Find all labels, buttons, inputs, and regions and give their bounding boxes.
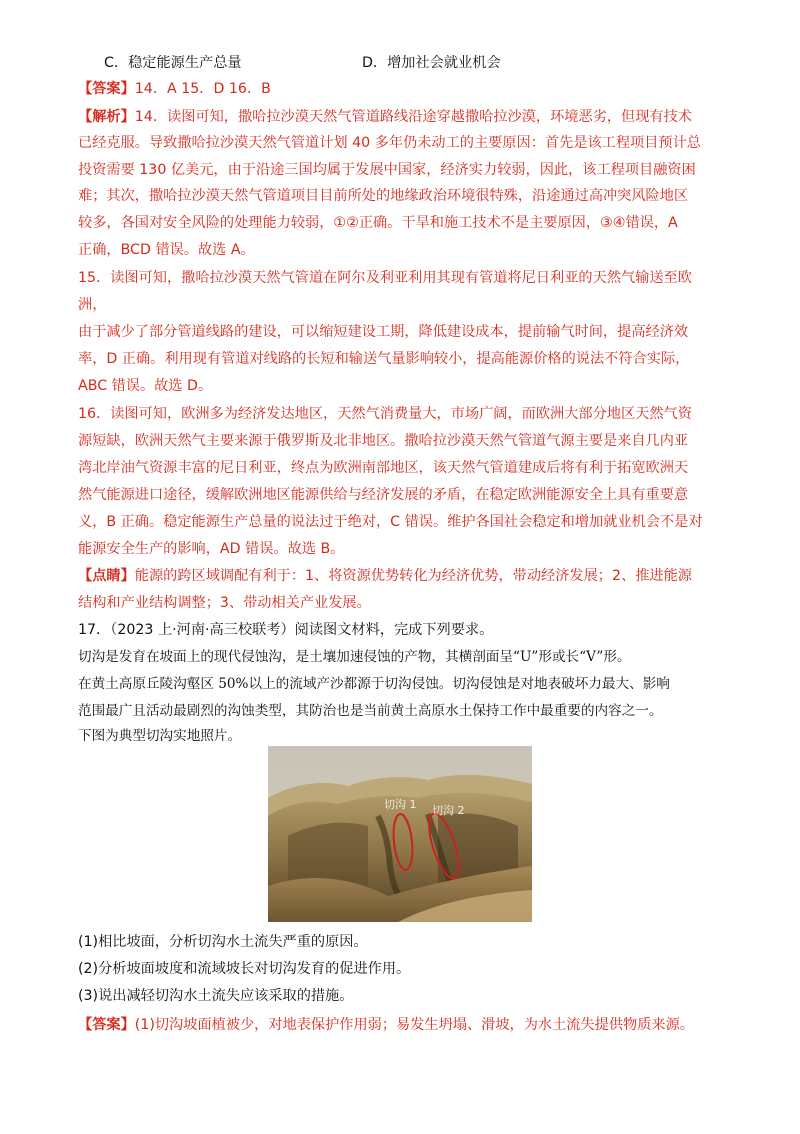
- gully-label-2: 切沟 2: [432, 804, 465, 817]
- analysis-q14-line-0: 14．读图可知，撒哈拉沙漠天然气管道路线沿途穿越撒哈拉沙漠，环境恶劣，但现有技术: [134, 109, 692, 125]
- analysis-q14-line-1: 已经克服。导致撒哈拉沙漠天然气管道计划 40 多年仍未动工的主要原因：首先是该工程项目预计总: [78, 135, 701, 151]
- option-d: D．增加社会就业机会: [362, 55, 501, 71]
- analysis-q16-line-4: 义，B 正确。稳定能源生产总量的说法过于绝对，C 错误。维护各国社会稳定和增加就业机会不是对: [78, 514, 703, 530]
- gully-photo: [268, 746, 532, 922]
- analysis-q14-line-5: 正确，BCD 错误。故选 A。: [78, 242, 255, 258]
- answer-text: 14．A 15．D 16．B: [134, 81, 271, 97]
- analysis-line: [78, 107, 728, 127]
- analysis-q15-line-2: 由于减少了部分管道线路的建设，可以缩短建设工期，降低建设成本，提前输气时间，提高经济效: [78, 324, 689, 340]
- analysis-q15-line-3: 率，D 正确。利用现有管道对线路的长短和输送气量影响较小，提高能源价格的说法不符合实际，: [78, 351, 690, 367]
- analysis-q14-line-2: 投资需要 130 亿美元，由于沿途三国均属于发展中国家，经济实力较弱，因此，该工程项目融资困: [78, 162, 696, 178]
- subquestion-3: (3)说出减轻切沟水土流失应该采取的措施。: [78, 988, 354, 1004]
- gully-label-1: 切沟 1: [384, 798, 417, 811]
- passage-line-1: 在黄土高原丘陵沟壑区 50%以上的流域产沙都源于切沟侵蚀。切沟侵蚀是对地表破坏力最大、影响: [78, 676, 670, 692]
- analysis-q14-line-3: 难；其次，撒哈拉沙漠天然气管道项目目前所处的地缘政治环境很特殊，沿途通过高冲突风险地区: [78, 188, 689, 204]
- passage-line-3: 下图为典型切沟实地照片。: [78, 728, 242, 744]
- analysis-q15-line-1: 洲，: [78, 297, 107, 313]
- answer-line: [78, 79, 728, 99]
- tips-line: [78, 566, 728, 586]
- analysis-q15-line-4: ABC 错误。故选 D。: [78, 378, 213, 394]
- passage-line-0: 切沟是发育在坡面上的现代侵蚀沟，是土壤加速侵蚀的产物，其横剖面呈“U”形或长“V”形。: [78, 649, 631, 665]
- gully-photo-illustration: [268, 746, 532, 922]
- analysis-q16-line-2: 湾北岸油气资源丰富的尼日利亚，终点为欧洲南部地区，该天然气管道建成后将有利于拓宽欧洲天: [78, 460, 689, 476]
- analysis-q15-line-0: 15．读图可知，撒哈拉沙漠天然气管道在阿尔及利亚利用其现有管道将尼日利亚的天然气输送至欧: [78, 270, 692, 286]
- subquestion-2: (2)分析坡面坡度和流域坡长对切沟发育的促进作用。: [78, 961, 411, 977]
- analysis-tag: 【解析】: [78, 109, 135, 125]
- question-17-header: 17．（2023 上·河南·高三校联考）阅读图文材料，完成下列要求。: [78, 622, 494, 638]
- analysis-q16-line-0: 16．读图可知，欧洲多为经济发达地区，天然气消费量大，市场广阔，而欧洲大部分地区天然气资: [78, 406, 692, 422]
- analysis-q16-line-1: 源短缺，欧洲天然气主要来源于俄罗斯及北非地区。撒哈拉沙漠天然气管道气源主要是来自几内亚: [78, 433, 689, 449]
- answer-tag: 【答案】: [78, 81, 135, 97]
- q17-answer-text: (1)切沟坡面植被少，对地表保护作用弱；易发生坍塌、滑坡，为水土流失提供物质来源。: [134, 1017, 694, 1033]
- tips-line-0: 能源的跨区域调配有利于：1、将资源优势转化为经济优势，带动经济发展；2、推进能源: [134, 568, 692, 584]
- passage-line-2: 范围最广且活动最剧烈的沟蚀类型，其防治也是当前黄土高原水土保持工作中最重要的内容之一。: [78, 703, 663, 719]
- tips-tag: 【点睛】: [78, 568, 135, 584]
- subquestion-1: (1)相比坡面，分析切沟水土流失严重的原因。: [78, 934, 368, 950]
- analysis-q16-line-3: 然气能源进口途径，缓解欧洲地区能源供给与经济发展的矛盾，在稳定欧洲能源安全上具有重要意: [78, 487, 689, 503]
- q17-answer-tag: 【答案】: [78, 1017, 135, 1033]
- analysis-q16-line-5: 能源安全生产的影响，AD 错误。故选 B。: [78, 541, 345, 557]
- q17-answer-line: [78, 1015, 728, 1035]
- tips-line-1: 结构和产业结构调整；3、带动相关产业发展。: [78, 595, 371, 611]
- option-c: C．稳定能源生产总量: [104, 55, 242, 71]
- analysis-q14-line-4: 较多，各国对安全风险的处理能力较弱，①②正确。干旱和施工技术不是主要原因，③④错误，A: [78, 215, 678, 231]
